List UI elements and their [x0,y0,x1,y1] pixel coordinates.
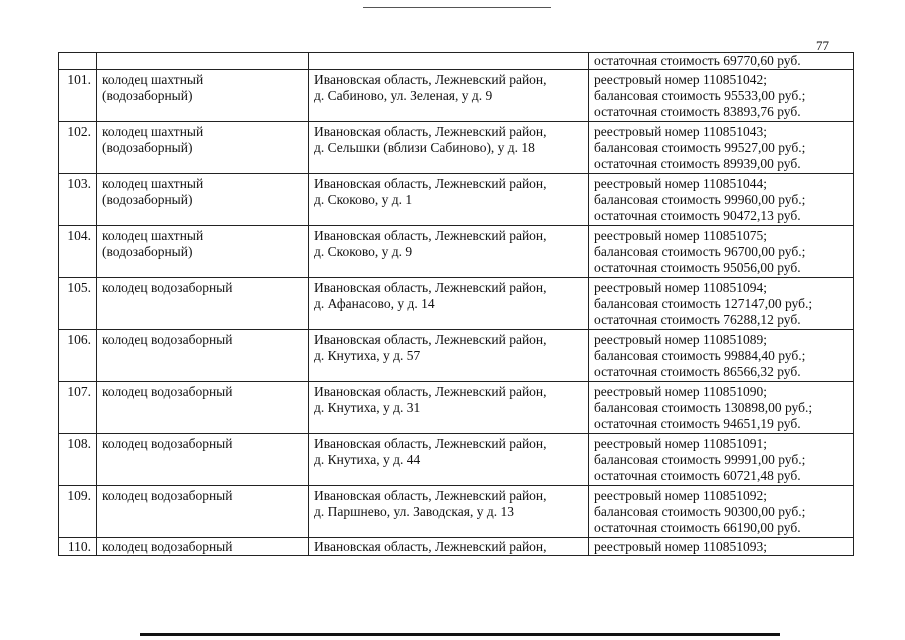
table-row [59,382,854,434]
object-address-line: д. Афанасово, у д. 14 [314,296,435,311]
balance-value: балансовая стоимость 99884,40 руб.; [594,348,806,363]
residual-value: остаточная стоимость 94651,19 руб. [594,416,801,431]
object-name [97,122,309,174]
table-row [59,486,854,538]
object-details [589,434,854,486]
object-name [97,174,309,226]
object-name-line: (водозаборный) [102,244,193,259]
residual-value: остаточная стоимость 86566,32 руб. [594,364,801,379]
row-number: 102. [59,122,97,174]
object-address-line: д. Скоково, у д. 1 [314,192,413,207]
object-name-line: колодец водозаборный [102,384,233,399]
object-address [309,174,589,226]
row-number: 106. [59,330,97,382]
table-body [59,53,854,556]
object-name [97,434,309,486]
row-number: 103. [59,174,97,226]
table-row [59,174,854,226]
object-name-line: (водозаборный) [102,192,193,207]
object-address [309,330,589,382]
object-address-line: Ивановская область, Лежневский район, [314,436,547,451]
balance-value: балансовая стоимость 99527,00 руб.; [594,140,806,155]
object-address-line: д. Кнутиха, у д. 44 [314,452,421,467]
residual-value: остаточная стоимость 69770,60 руб. [594,53,801,68]
object-address-line: Ивановская область, Лежневский район, [314,332,547,347]
object-details [589,226,854,278]
residual-value: остаточная стоимость 66190,00 руб. [594,520,801,535]
object-details: реестровый номер 110851093; [589,538,854,556]
property-registry-table [58,52,854,556]
table-row [59,434,854,486]
residual-value: остаточная стоимость 89939,00 руб. [594,156,801,171]
object-name [97,330,309,382]
object-name-line: колодец шахтный [102,228,204,243]
object-address-line: Ивановская область, Лежневский район, [314,176,547,191]
object-address-line: д. Кнутиха, у д. 31 [314,400,421,415]
balance-value: балансовая стоимость 90300,00 руб.; [594,504,806,519]
object-address [309,382,589,434]
object-address-line: д. Сельшки (вблизи Сабиново), у д. 18 [314,140,535,155]
table-row [59,226,854,278]
registry-number: реестровый номер 110851042; [594,72,768,87]
registry-number: реестровый номер 110851091; [594,436,768,451]
object-name-line: колодец водозаборный [102,488,233,503]
row-number: 107. [59,382,97,434]
object-address [309,278,589,330]
object-address [309,434,589,486]
object-name-line: колодец шахтный [102,176,204,191]
object-address-line: д. Сабиново, ул. Зеленая, у д. 9 [314,88,493,103]
object-details [589,486,854,538]
object-name: колодец водозаборный [97,538,309,556]
object-name [97,278,309,330]
object-name-line: колодец шахтный [102,72,204,87]
object-name-line: колодец водозаборный [102,332,233,347]
balance-value: балансовая стоимость 99991,00 руб.; [594,452,806,467]
object-name [97,226,309,278]
residual-value: остаточная стоимость 76288,12 руб. [594,312,801,327]
object-address-line: Ивановская область, Лежневский район, [314,280,547,295]
object-details [589,278,854,330]
table-row [59,330,854,382]
object-details [589,330,854,382]
balance-value: балансовая стоимость 130898,00 руб.; [594,400,813,415]
object-address-line: Ивановская область, Лежневский район, [314,488,547,503]
object-name-line: колодец водозаборный [102,280,233,295]
object-name-line: (водозаборный) [102,88,193,103]
object-address-line: Ивановская область, Лежневский район, [314,124,547,139]
object-address [309,53,589,70]
row-number: 104. [59,226,97,278]
object-name [97,486,309,538]
registry-number: реестровый номер 110851090; [594,384,768,399]
object-address-line: д. Скоково, у д. 9 [314,244,413,259]
object-details [589,122,854,174]
object-address-line: Ивановская область, Лежневский район, [314,384,547,399]
registry-number: реестровый номер 110851075; [594,228,768,243]
object-address-line: Ивановская область, Лежневский район, [314,228,547,243]
registry-number: реестровый номер 110851044; [594,176,768,191]
object-name [97,53,309,70]
object-details [589,70,854,122]
registry-number: реестровый номер 110851043; [594,124,768,139]
residual-value: остаточная стоимость 60721,48 руб. [594,468,801,483]
object-details [589,53,854,70]
object-address [309,486,589,538]
object-name-line: (водозаборный) [102,140,193,155]
object-name-line: колодец шахтный [102,124,204,139]
registry-number: реестровый номер 110851094; [594,280,768,295]
row-number [59,53,97,70]
residual-value: остаточная стоимость 95056,00 руб. [594,260,801,275]
top-divider-line [363,7,551,8]
row-number: 109. [59,486,97,538]
object-address [309,122,589,174]
table-row-continued [59,538,854,556]
residual-value: остаточная стоимость 90472,13 руб. [594,208,801,223]
table-row [59,278,854,330]
object-details [589,382,854,434]
row-number: 110. [59,538,97,556]
registry-number: реестровый номер 110851092; [594,488,768,503]
object-address: Ивановская область, Лежневский район, [309,538,589,556]
object-address-line: д. Кнутиха, у д. 57 [314,348,421,363]
table-row [59,122,854,174]
row-number: 108. [59,434,97,486]
bottom-divider-line [140,633,780,636]
object-address-line: д. Паршнево, ул. Заводская, у д. 13 [314,504,514,519]
balance-value: балансовая стоимость 95533,00 руб.; [594,88,806,103]
table-row [59,70,854,122]
object-name-line: колодец водозаборный [102,436,233,451]
page-number: 77 [816,38,829,53]
balance-value: балансовая стоимость 127147,00 руб.; [594,296,813,311]
registry-number: реестровый номер 110851089; [594,332,768,347]
residual-value: остаточная стоимость 83893,76 руб. [594,104,801,119]
object-name [97,70,309,122]
row-number: 105. [59,278,97,330]
table-row-carryover [59,53,854,70]
object-address [309,70,589,122]
balance-value: балансовая стоимость 99960,00 руб.; [594,192,806,207]
object-details [589,174,854,226]
row-number: 101. [59,70,97,122]
object-address-line: Ивановская область, Лежневский район, [314,72,547,87]
balance-value: балансовая стоимость 96700,00 руб.; [594,244,806,259]
object-name [97,382,309,434]
object-address [309,226,589,278]
